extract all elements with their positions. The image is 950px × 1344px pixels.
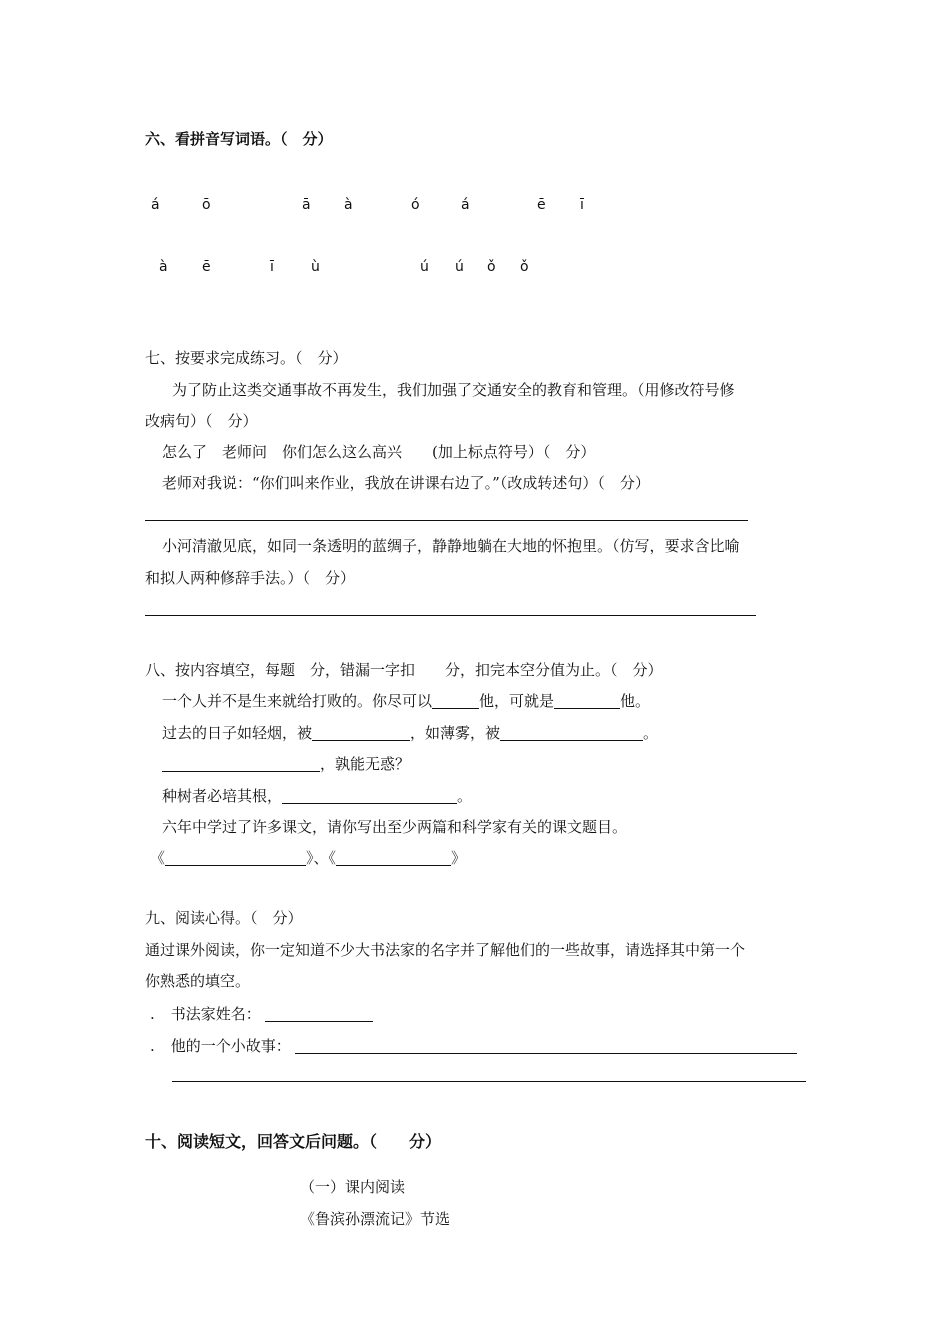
fill-text: 》 xyxy=(451,849,467,867)
fill-blank[interactable] xyxy=(312,724,410,741)
fill-text: 种树者必培其根， xyxy=(162,787,283,805)
section-9-prompt-line-2: 你熟悉的填空。 xyxy=(145,972,251,990)
fill-text: 》、《 xyxy=(306,849,337,867)
pinyin-syllable: à xyxy=(159,259,168,275)
question-7-3: 老师对我说：“你们叫来作业，我放在讲课右边了。”（改成转述句）（ 分） xyxy=(162,474,650,492)
pinyin-syllable: ō xyxy=(202,197,211,213)
pinyin-syllable: ù xyxy=(311,259,320,275)
section-10-heading: 十、阅读短文，回答文后问题。（ 分） xyxy=(145,1132,442,1151)
pinyin-syllable: ǒ xyxy=(487,259,496,275)
pinyin-syllable: ī xyxy=(270,259,274,275)
calligrapher-story-item xyxy=(150,1036,797,1056)
fill-line-6 xyxy=(150,848,466,868)
pinyin-syllable: á xyxy=(461,197,470,213)
pinyin-syllable: ī xyxy=(580,197,584,213)
fill-blank[interactable] xyxy=(165,849,306,866)
section-7-heading: 七、按要求完成练习。（ 分） xyxy=(145,349,348,367)
subsection-title: （一）课内阅读 xyxy=(300,1178,406,1196)
fill-text: 他。 xyxy=(620,692,651,710)
pinyin-syllable: ú xyxy=(420,259,429,275)
fill-line-3 xyxy=(162,754,410,774)
fill-text: 。 xyxy=(643,724,659,742)
answer-line[interactable] xyxy=(145,520,748,521)
calligrapher-name-blank[interactable] xyxy=(265,1005,373,1022)
fill-text: 他，可就是 xyxy=(479,692,555,710)
pinyin-syllable: á xyxy=(151,197,160,213)
question-7-2: 怎么了 老师问 你们怎么这么高兴 (加上标点符号）（ 分） xyxy=(162,443,596,461)
item-marker: . xyxy=(150,1005,155,1023)
fill-text: ，孰能无惑？ xyxy=(320,755,411,773)
fill-text: ，如薄雾，被 xyxy=(410,724,501,742)
passage-title: 《鲁滨孙漂流记》节选 xyxy=(300,1210,451,1228)
pinyin-syllable: ó xyxy=(411,197,420,213)
fill-blank[interactable] xyxy=(554,692,620,709)
fill-text: 。 xyxy=(457,787,473,805)
pinyin-syllable: ǒ xyxy=(520,259,529,275)
calligrapher-name-item xyxy=(150,1004,373,1024)
question-7-1-line-1: 为了防止这类交通事故不再发生，我们加强了交通安全的教育和管理。（用修改符号修 xyxy=(172,381,735,399)
fill-line-5: 六年中学过了许多课文，请你写出至少两篇和科学家有关的课文题目。 xyxy=(162,818,628,836)
section-9-heading: 九、阅读心得。（ 分） xyxy=(145,909,303,927)
pinyin-syllable: ē xyxy=(537,197,546,213)
pinyin-syllable: ú xyxy=(455,259,464,275)
fill-line-1 xyxy=(162,691,650,711)
section-9-prompt-line-1: 通过课外阅读，你一定知道不少大书法家的名字并了解他们的一些故事，请选择其中第一个 xyxy=(145,941,746,959)
section-6-heading: 六、看拼音写词语。（ 分） xyxy=(145,130,333,148)
question-7-1-line-2: 改病句）（ 分） xyxy=(145,412,258,430)
item-marker: . xyxy=(150,1037,155,1055)
fill-blank[interactable] xyxy=(282,787,457,804)
answer-line[interactable] xyxy=(145,615,756,616)
question-7-4-line-1: 小河清澈见底，如同一条透明的蓝绸子，静静地躺在大地的怀抱里。（仿写，要求含比喻 xyxy=(162,537,740,555)
fill-text: 过去的日子如轻烟，被 xyxy=(162,724,313,742)
fill-blank[interactable] xyxy=(432,692,479,709)
section-8-heading: 八、按内容填空，每题 分，错漏一字扣 分，扣完本空分值为止。（ 分） xyxy=(145,661,663,679)
fill-text: 一个人并不是生来就给打败的。你尽可以 xyxy=(162,692,433,710)
pinyin-syllable: à xyxy=(344,197,353,213)
fill-line-2 xyxy=(162,723,658,743)
fill-text: 《 xyxy=(150,849,166,867)
answer-line[interactable] xyxy=(172,1081,806,1082)
question-7-4-line-2: 和拟人两种修辞手法。）（ 分） xyxy=(145,569,356,587)
fill-line-4 xyxy=(162,786,472,806)
calligrapher-story-blank[interactable] xyxy=(295,1037,797,1054)
fill-blank[interactable] xyxy=(500,724,643,741)
item-label: 书法家姓名： xyxy=(170,1005,261,1023)
item-label: 他的一个小故事： xyxy=(170,1037,291,1055)
fill-blank[interactable] xyxy=(336,849,451,866)
pinyin-syllable: ā xyxy=(302,197,311,213)
pinyin-syllable: ē xyxy=(202,259,211,275)
fill-blank[interactable] xyxy=(162,755,320,772)
